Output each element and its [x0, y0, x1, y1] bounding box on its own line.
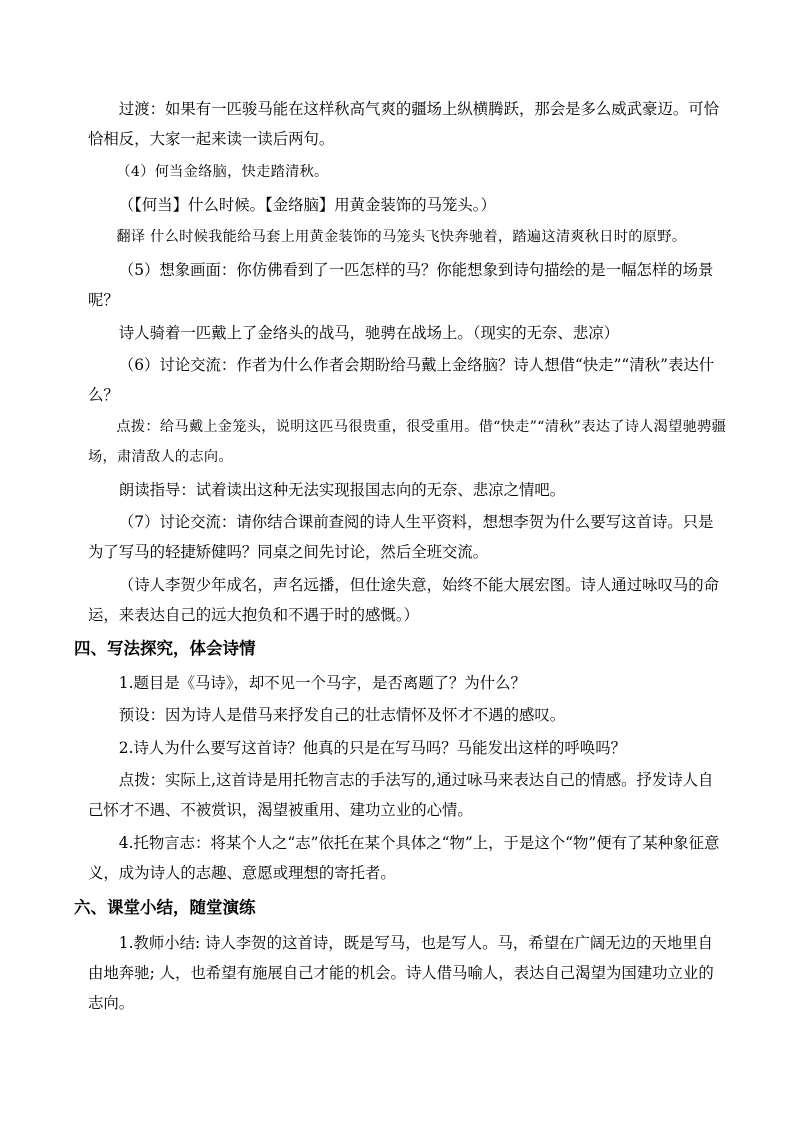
paragraph-preset: 预设：因为诗人是借马来抒发自己的壮志情怀及怀才不遇的感叹。	[118, 706, 566, 724]
section-heading-6: 六、课堂小结，随堂演练	[74, 898, 256, 917]
paragraph-question-1: 1.题目是《马诗》，却不见一个马字，是否离题了？为什么？	[118, 674, 526, 692]
section-heading-4: 四、写法探究，体会诗情	[74, 639, 256, 658]
paragraph-discussion-6: （6）讨论交流：作者为什么作者会期盼给马戴上金络脑？诗人想借“快走”“清秋”表达什么？	[88, 356, 715, 404]
paragraph-hint-1: 点拨：给马戴上金笼头，说明这匹马很贵重，很受重用。借“快走”“清秋”表达了诗人渴望驰骋疆场，肃清敌人的志向。	[88, 419, 727, 465]
paragraph-translation: 翻译 什么时候我能给马套上用黄金装饰的马笼头飞快奔驰着，踏遍这清爽秋日时的原野。	[116, 229, 687, 245]
paragraph-discussion-7: （7）讨论交流：请你结合课前查阅的诗人生平资料，想想李贺为什么要写这首诗。只是为了写马的轻捷矫健吗？同桌之间先讨论，然后全班交流。	[88, 513, 714, 561]
paragraph-imagine: （5）想象画面：你仿佛看到了一匹怎样的马？你能想象到诗句描绘的是一幅怎样的场景呢？	[88, 261, 714, 309]
paragraph-annotation: （【何当】什么时候。【金络脑】用黄金装饰的马笼头。）	[118, 196, 496, 214]
paragraph-poet-rides: 诗人骑着一匹戴上了金络头的战马，驰骋在战场上。（现实的无奈、悲凉）	[118, 324, 619, 342]
poem-line-4: （4）何当金络脑，快走踏清秋。	[116, 164, 329, 180]
paragraph-hint-2: 点拨：实际上,这首诗是用托物言志的手法写的,通过咏马来表达自己的情感。抒发诗人自己怀才不遇、不被赏识，渴望被重用、建功立业的心情。	[88, 771, 714, 819]
paragraph-definition: 4.托物言志：将某个人之“志”依托在某个具体之“物”上，于是这个“物”便有了某种象征意义，成为诗人的志趣、意愿或理想的寄托者。	[88, 834, 720, 882]
paragraph-transition: 过渡：如果有一匹骏马能在这样秋高气爽的疆场上纵横腾跃，那会是多么威武豪迈。可恰恰相反，大家一起来读一读后两句。	[88, 100, 720, 148]
paragraph-poet-bio: （诗人李贺少年成名，声名远播，但仕途失意，始终不能大展宏图。诗人通过咏叹马的命运，来表达自己的远大抱负和不遇于时的感慨。）	[88, 576, 720, 624]
paragraph-reading-guide: 朗读指导：试着读出这种无法实现报国志向的无奈、悲凉之情吧。	[118, 481, 566, 499]
paragraph-summary: 1.教师小结: 诗人李贺的这首诗，既是写马，也是写人。马，希望在广阔无边的天地里自由地奔驰; 人，也希望有施展自己才能的机会。诗人借马喻人，表达自己渴望为国建功立业的志向。	[88, 934, 714, 1012]
paragraph-question-2: 2.诗人为什么要写这首诗？他真的只是在写马吗？马能发出这样的呼唤吗？	[118, 739, 626, 757]
